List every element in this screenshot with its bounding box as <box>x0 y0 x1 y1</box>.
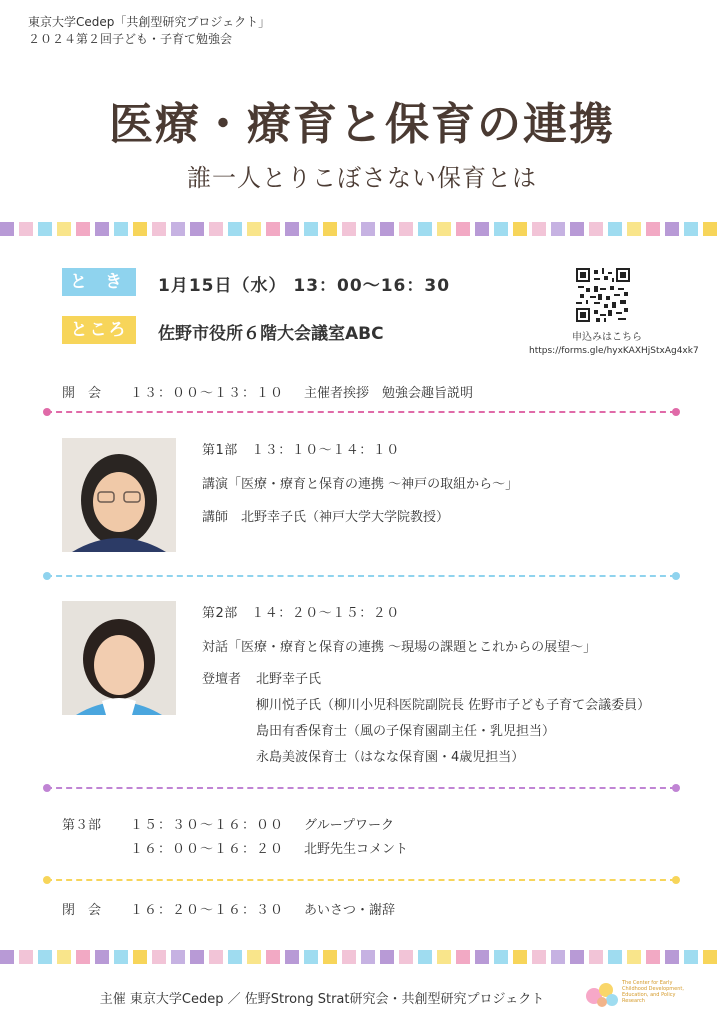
stripe-square <box>437 950 451 964</box>
stripe-square <box>627 950 641 964</box>
stripe-square <box>551 222 565 236</box>
event-date: 1月15日（水） 13：00～16：30 <box>158 276 451 296</box>
stripe-square <box>0 222 14 236</box>
stripe-square <box>551 950 565 964</box>
stripe-square <box>589 222 603 236</box>
stripe-square <box>304 950 318 964</box>
logo-text: The Center for Early Childhood Development, Education, and Policy Research <box>622 980 684 1004</box>
decorative-stripe-bottom <box>0 950 724 964</box>
opening-label: 開 会 <box>62 386 102 401</box>
part1-lecture: 講演「医療・療育と保育の連携 ～神戸の取組から～」 <box>202 477 519 492</box>
stripe-square <box>114 950 128 964</box>
stripe-square <box>456 950 470 964</box>
speaker-photo-2 <box>62 601 176 715</box>
stripe-square <box>532 950 546 964</box>
panelists-label: 登壇者 <box>202 672 242 687</box>
stripe-square <box>38 222 52 236</box>
stripe-square <box>152 222 166 236</box>
part2-heading: 第2部 １４：２０～１５：２０ <box>202 606 400 621</box>
qr-code-icon[interactable] <box>576 268 630 322</box>
stripe-square <box>323 222 337 236</box>
stripe-square <box>665 222 679 236</box>
stripe-square <box>171 222 185 236</box>
part3-time-2: １６：００～１６：２０ <box>130 842 285 857</box>
stripe-square <box>209 222 223 236</box>
part3-desc-2: 北野先生コメント <box>304 842 409 857</box>
divider-dot <box>672 572 680 580</box>
cedep-logo-icon <box>582 976 622 1010</box>
stripe-square <box>190 950 204 964</box>
decorative-stripe-top <box>0 222 724 236</box>
stripe-square <box>152 950 166 964</box>
stripe-square <box>475 222 489 236</box>
main-title: 医療・療育と保育の連携 <box>109 99 615 150</box>
stripe-square <box>570 222 584 236</box>
part1-heading: 第1部 １３：１０～１４：１０ <box>202 443 400 458</box>
stripe-square <box>133 222 147 236</box>
stripe-square <box>608 222 622 236</box>
part3-label: 第３部 <box>62 818 102 833</box>
stripe-square <box>570 950 584 964</box>
stripe-square <box>399 950 413 964</box>
part3-desc-1: グループワーク <box>304 818 394 833</box>
opening-desc: 主催者挨拶 勉強会趣旨説明 <box>304 386 474 401</box>
divider-purple <box>46 787 676 789</box>
part2-dialogue: 対話「医療・療育と保育の連携 ～現場の課題とこれからの展望～」 <box>202 640 597 655</box>
stripe-square <box>266 222 280 236</box>
stripe-square <box>285 950 299 964</box>
stripe-square <box>399 222 413 236</box>
stripe-square <box>646 222 660 236</box>
stripe-square <box>304 222 318 236</box>
closing-label: 閉 会 <box>62 903 102 918</box>
stripe-square <box>665 950 679 964</box>
divider-yellow <box>46 879 676 881</box>
stripe-square <box>703 222 717 236</box>
part3-time-1: １５：３０～１６：００ <box>130 818 285 833</box>
stripe-square <box>95 950 109 964</box>
stripe-square <box>437 222 451 236</box>
stripe-square <box>247 222 261 236</box>
stripe-square <box>266 950 280 964</box>
stripe-square <box>57 950 71 964</box>
speaker-photo-1 <box>62 438 176 552</box>
footer-organizers: 主催 東京大学Cedep ／ 佐野Strong Strat研究会・共創型研究プロジェクト <box>99 992 545 1007</box>
session-line: ２０２４第２回子ども・子育て勉強会 <box>28 32 233 46</box>
opening-time: １３：００～１３：１０ <box>130 386 285 401</box>
divider-dot <box>672 784 680 792</box>
stripe-square <box>133 950 147 964</box>
divider-dot <box>672 876 680 884</box>
stripe-square <box>114 222 128 236</box>
stripe-square <box>361 222 375 236</box>
stripe-square <box>342 222 356 236</box>
stripe-square <box>228 222 242 236</box>
stripe-square <box>418 222 432 236</box>
stripe-square <box>627 222 641 236</box>
divider-dot <box>672 408 680 416</box>
closing-desc: あいさつ・謝辞 <box>304 903 396 918</box>
stripe-square <box>703 950 717 964</box>
stripe-square <box>342 950 356 964</box>
where-tag: ところ <box>62 316 136 344</box>
subtitle: 誰一人とりこぼさない保育とは <box>187 164 537 192</box>
stripe-square <box>190 222 204 236</box>
stripe-square <box>19 222 33 236</box>
stripe-square <box>456 222 470 236</box>
stripe-square <box>95 222 109 236</box>
stripe-square <box>38 950 52 964</box>
stripe-square <box>228 950 242 964</box>
closing-time: １６：２０～１６：３０ <box>130 903 285 918</box>
panelist-3: 島田有香保育士（風の子保育園副主任・乳児担当） <box>256 724 556 739</box>
stripe-square <box>323 950 337 964</box>
panelist-4: 永島美波保育士（はなな保育園・4歳児担当） <box>256 750 525 765</box>
stripe-square <box>513 222 527 236</box>
stripe-square <box>76 222 90 236</box>
stripe-square <box>646 950 660 964</box>
panelist-2: 柳川悦子氏（柳川小児科医院副院長 佐野市子ども子育て会議委員） <box>256 698 651 713</box>
stripe-square <box>0 950 14 964</box>
stripe-square <box>418 950 432 964</box>
stripe-square <box>171 950 185 964</box>
stripe-square <box>19 950 33 964</box>
stripe-square <box>608 950 622 964</box>
stripe-square <box>380 950 394 964</box>
stripe-square <box>589 950 603 964</box>
divider-blue <box>46 575 676 577</box>
stripe-square <box>209 950 223 964</box>
cedep-logo <box>582 976 692 1010</box>
event-venue: 佐野市役所６階大会議室ABC <box>158 324 384 344</box>
stripe-square <box>76 950 90 964</box>
stripe-square <box>285 222 299 236</box>
register-url[interactable]: https://forms.gle/hyxKAXHjStxAg4xk7 <box>529 346 699 356</box>
stripe-square <box>494 222 508 236</box>
stripe-square <box>380 222 394 236</box>
part1-speaker: 講師 北野幸子氏（神戸大学大学院教授） <box>202 510 450 525</box>
stripe-square <box>361 950 375 964</box>
when-tag: と き <box>62 268 136 296</box>
register-label: 申込みはこちら <box>572 332 642 343</box>
stripe-square <box>494 950 508 964</box>
stripe-square <box>684 222 698 236</box>
stripe-square <box>684 950 698 964</box>
organizer-line: 東京大学Cedep「共創型研究プロジェクト」 <box>28 15 271 29</box>
stripe-square <box>532 222 546 236</box>
stripe-square <box>513 950 527 964</box>
stripe-square <box>57 222 71 236</box>
panelist-1: 北野幸子氏 <box>256 672 322 687</box>
stripe-square <box>475 950 489 964</box>
divider-pink <box>46 411 676 413</box>
stripe-square <box>247 950 261 964</box>
